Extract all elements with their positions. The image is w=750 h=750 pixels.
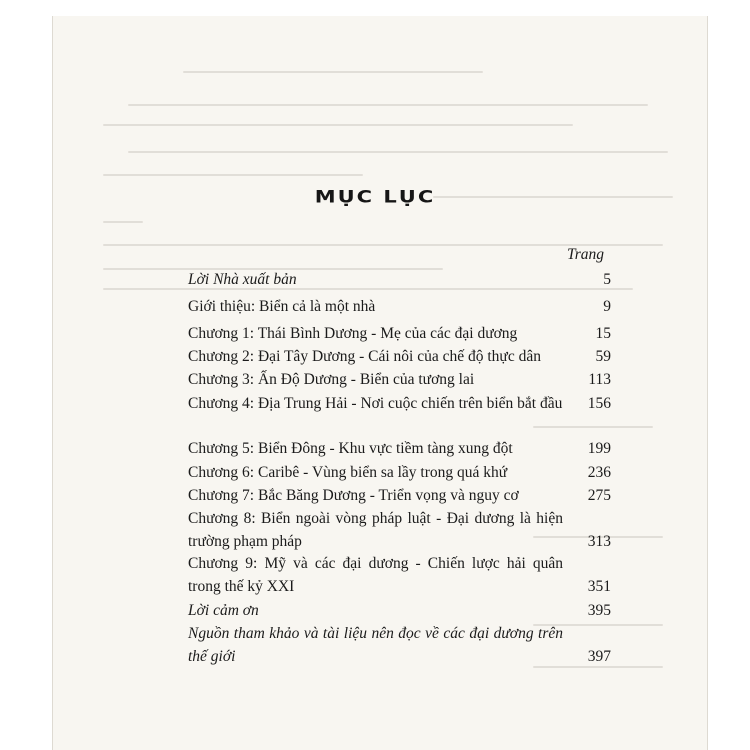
toc-entry-page: 397 — [587, 648, 611, 665]
toc-entry-page: 15 — [595, 325, 611, 342]
toc-entry-title: Lời Nhà xuất bản — [188, 271, 297, 288]
toc-entry-page: 5 — [603, 271, 611, 288]
toc-entry[interactable] — [188, 461, 611, 484]
bleed-through-line — [103, 174, 363, 176]
toc-entry-title: Chương 3: Ấn Độ Dương - Biển của tương lai — [188, 371, 475, 388]
toc-entry[interactable] — [188, 345, 611, 368]
bleed-through-line — [103, 221, 143, 223]
toc-entry[interactable] — [188, 368, 611, 391]
toc-entry[interactable] — [188, 295, 611, 318]
toc-entry-page: 156 — [587, 395, 611, 412]
toc-entry-page: 351 — [587, 578, 611, 595]
bleed-through-line — [533, 426, 653, 428]
toc-entry[interactable] — [188, 599, 611, 622]
toc-entry-page: 59 — [595, 348, 611, 365]
toc-entry-title: Lời cảm ơn — [188, 602, 259, 619]
bleed-through-line — [128, 104, 648, 106]
toc-entry[interactable] — [188, 622, 611, 668]
toc-entry-title: Chương 6: Caribê - Vùng biển sa lầy trong quá khứ — [188, 464, 508, 481]
toc-entry[interactable] — [188, 507, 611, 553]
toc-entry-page: 313 — [587, 533, 611, 550]
toc-entry[interactable] — [188, 552, 611, 598]
page-column-header: Trang — [566, 246, 604, 263]
toc-entry[interactable] — [188, 268, 611, 291]
toc-entry-page: 275 — [587, 487, 611, 504]
toc-entry[interactable] — [188, 322, 611, 345]
toc-entry-title: Chương 8: Biển ngoài vòng pháp luật - Đại dương là hiện trường phạm pháp — [188, 510, 563, 550]
toc-entry-title: Chương 2: Đại Tây Dương - Cái nôi của chế độ thực dân — [188, 348, 541, 365]
toc-entry-page: 236 — [587, 464, 611, 481]
toc-entry-page: 395 — [587, 602, 611, 619]
toc-entry[interactable] — [188, 437, 611, 460]
toc-entry-title: Chương 7: Bắc Băng Dương - Triển vọng và nguy cơ — [188, 487, 519, 504]
toc-entry-title: Nguồn tham khảo và tài liệu nên đọc về các đại dương trên thế giới — [188, 625, 563, 665]
bleed-through-line — [103, 124, 573, 126]
toc-entry-title: Chương 5: Biển Đông - Khu vực tiềm tàng xung đột — [188, 440, 513, 457]
toc-entry-title: Chương 1: Thái Bình Dương - Mẹ của các đại dương — [188, 325, 518, 342]
toc-entry-page: 9 — [603, 298, 611, 315]
bleed-through-line — [128, 151, 668, 153]
toc-entry-title: Chương 4: Địa Trung Hải - Nơi cuộc chiến trên biển bắt đầu — [188, 395, 563, 412]
toc-entry-page: 113 — [588, 371, 611, 388]
toc-entry[interactable] — [188, 392, 611, 415]
bleed-through-line — [183, 71, 483, 73]
page-title: MỤC LỤC — [314, 187, 436, 207]
toc-entry-title: Chương 9: Mỹ và các đại dương - Chiến lược hải quân trong thế kỷ XXI — [188, 555, 563, 595]
toc-entry-title: Giới thiệu: Biển cả là một nhà — [188, 298, 376, 315]
toc-entry[interactable] — [188, 484, 611, 507]
toc-entry-page: 199 — [587, 440, 611, 457]
